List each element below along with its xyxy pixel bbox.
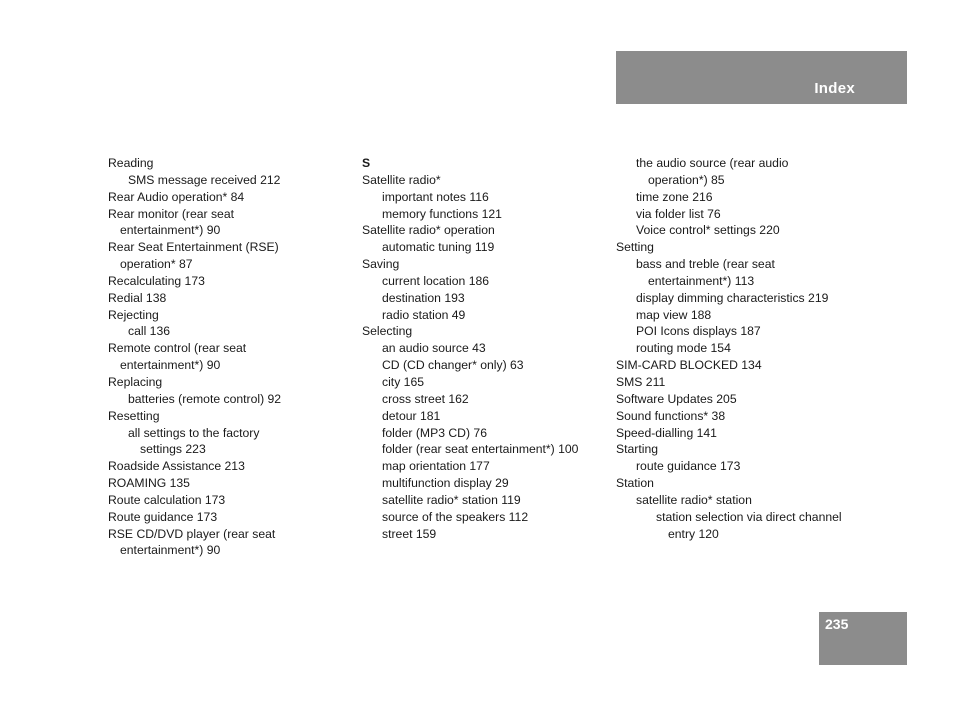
index-entry: Sound functions* 38	[616, 408, 726, 423]
index-entry: Rear Audio operation* 84	[108, 189, 245, 204]
index-entry: Remote control (rear seat	[108, 341, 247, 356]
index-column-3	[616, 155, 842, 542]
index-entry: Software Updates 205	[616, 391, 737, 406]
index-entry: SIM-CARD BLOCKED 134	[616, 358, 762, 373]
index-subentry: display dimming characteristics 219	[636, 290, 829, 305]
index-entry: Satellite radio* operation	[362, 223, 495, 238]
index-subentry: source of the speakers 112	[382, 509, 529, 524]
index-subentry: operation* 87	[120, 257, 193, 272]
index-entry: Speed-dialling 141	[616, 425, 717, 440]
index-letter-heading: S	[362, 156, 371, 170]
section-header-tab	[616, 51, 907, 104]
index-subentry: satellite radio* station	[636, 492, 752, 507]
index-subentry: all settings to the factory	[128, 425, 260, 440]
index-subentry: station selection via direct channel	[656, 509, 842, 524]
index-subentry: multifunction display 29	[382, 476, 509, 491]
index-entry: Satellite radio*	[362, 172, 441, 187]
index-subentry: destination 193	[382, 290, 465, 305]
index-entry: Route guidance 173	[108, 509, 218, 524]
index-subentry: entertainment*) 90	[120, 543, 221, 558]
index-subentry: bass and treble (rear seat	[636, 257, 775, 272]
page-number-box	[819, 612, 907, 665]
index-entry: Selecting	[362, 324, 413, 339]
index-subentry: routing mode 154	[636, 341, 731, 356]
index-subentry: automatic tuning 119	[382, 240, 495, 255]
index-entry: Starting	[616, 442, 659, 457]
index-entry: Resetting	[108, 408, 160, 423]
index-subentry: POI Icons displays 187	[636, 324, 761, 339]
index-subentry: cross street 162	[382, 391, 469, 406]
index-entry: Rejecting	[108, 307, 159, 322]
index-subentry: entertainment*) 90	[120, 223, 221, 238]
index-entry: Rear monitor (rear seat	[108, 206, 234, 221]
index-subentry: settings 223	[140, 442, 206, 457]
index-subentry: satellite radio* station 119	[382, 492, 521, 507]
index-subentry: route guidance 173	[636, 459, 741, 474]
index-entry: Saving	[362, 257, 400, 272]
page-number: 235	[825, 616, 849, 632]
index-subentry: time zone 216	[636, 189, 713, 204]
index-subentry: city 165	[382, 374, 425, 389]
index-entry: Replacing	[108, 374, 163, 389]
index-subentry: street 159	[382, 526, 437, 541]
index-subentry: memory functions 121	[382, 206, 502, 221]
index-entry: Setting	[616, 240, 654, 255]
index-subentry: an audio source 43	[382, 341, 486, 356]
index-subentry: the audio source (rear audio	[636, 156, 789, 170]
index-subentry: current location 186	[382, 273, 490, 288]
section-title: Index	[814, 80, 855, 97]
index-subentry: folder (rear seat entertainment*) 100	[382, 442, 579, 457]
index-column-1	[108, 155, 281, 559]
index-subentry: operation*) 85	[648, 172, 725, 187]
index-entry: Redial 138	[108, 290, 167, 305]
index-entry: RSE CD/DVD player (rear seat	[108, 526, 276, 541]
index-entry: Rear Seat Entertainment (RSE)	[108, 240, 279, 255]
index-column-2	[362, 155, 578, 542]
index-subentry: entertainment*) 90	[120, 358, 221, 373]
index-subentry: folder (MP3 CD) 76	[382, 425, 487, 440]
index-entry: Roadside Assistance 213	[108, 459, 245, 474]
index-entry: Route calculation 173	[108, 492, 226, 507]
index-subentry: entry 120	[668, 526, 719, 541]
index-subentry: radio station 49	[382, 307, 466, 322]
index-entry: ROAMING 135	[108, 476, 190, 491]
index-entry: SMS 211	[616, 374, 666, 389]
index-subentry: SMS message received 212	[128, 172, 281, 187]
index-subentry: map orientation 177	[382, 459, 490, 474]
index-subentry: map view 188	[636, 307, 712, 322]
index-subentry: detour 181	[382, 408, 441, 423]
index-subentry: important notes 116	[382, 189, 489, 204]
index-subentry: call 136	[128, 324, 171, 339]
index-entry: Station	[616, 476, 654, 491]
index-entry: Recalculating 173	[108, 273, 205, 288]
index-subentry: Voice control* settings 220	[636, 223, 780, 238]
index-subentry: via folder list 76	[636, 206, 721, 221]
index-subentry: batteries (remote control) 92	[128, 391, 282, 406]
index-subentry: entertainment*) 113	[648, 273, 755, 288]
index-entry: Reading	[108, 156, 154, 170]
index-subentry: CD (CD changer* only) 63	[382, 358, 524, 373]
